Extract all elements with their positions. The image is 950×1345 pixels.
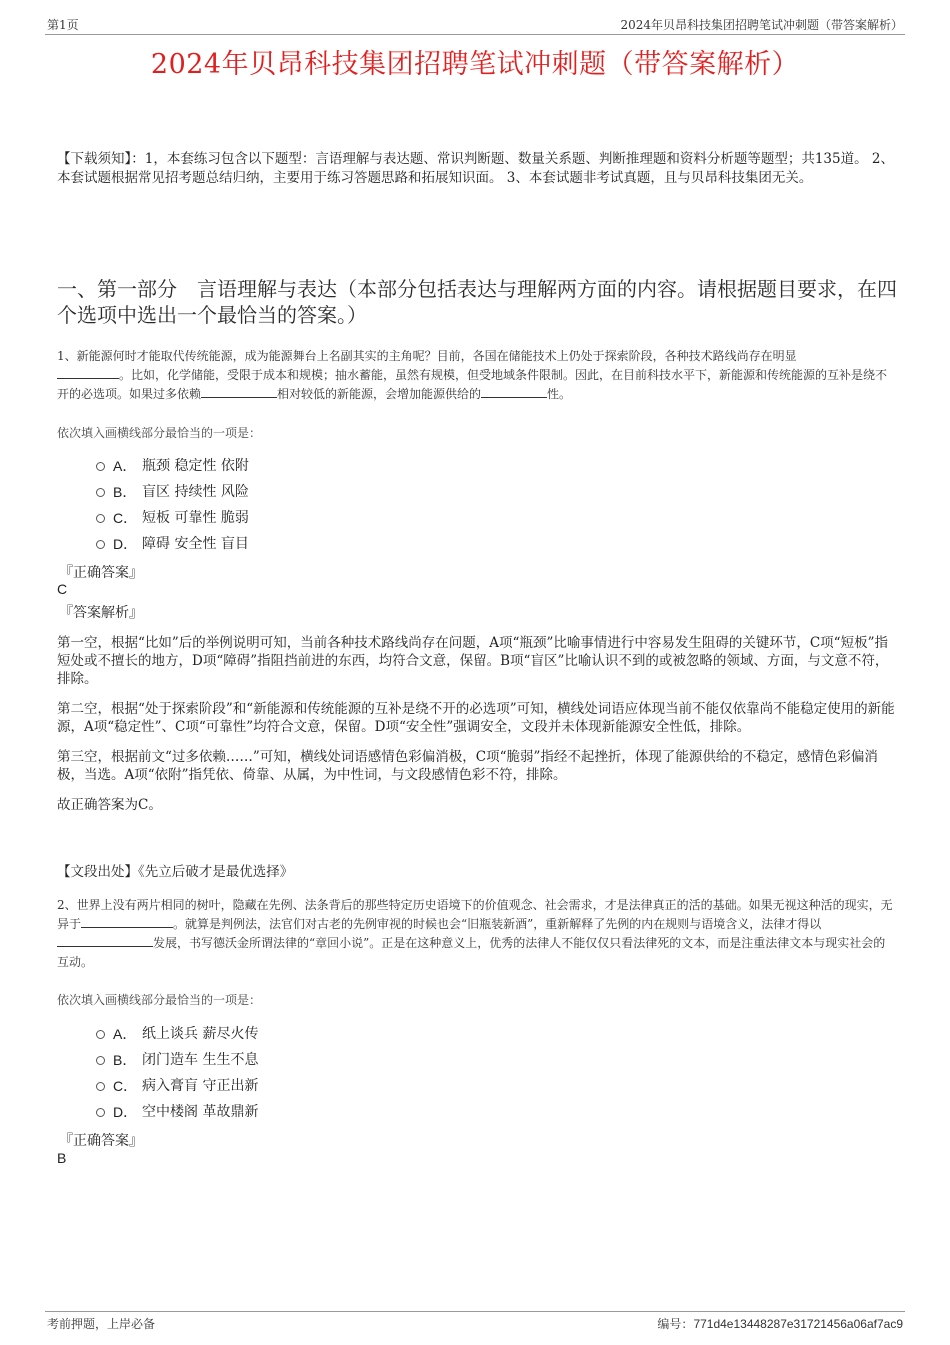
answer-blank [81, 915, 173, 928]
option-d[interactable]: D． 障碍 安全性 盲目 [96, 531, 249, 557]
page-header [45, 14, 905, 35]
analysis-paragraph: 故正确答案为C。 [57, 797, 162, 813]
question-2-text: 2、世界上没有两片相同的树叶，隐藏在先例、法条背后的那些特定历史语境下的价值观念、社会需求，才是法律真正的活的基础。如果无视这种活的现实，无异于 。就算是判例法，法官们对古老的先例审视的时候也会“旧瓶装新酒”，重新解释了先例的内在规则与语境含义，法律才得以发展，书写德沃金所谓法律的“章回小说”。正是在这种意义上，优秀的法律人不能仅仅只看法律死的文本，而是注重法律文本与现实社会的互动。 [57, 898, 893, 969]
answer-blank [481, 385, 547, 398]
radio-icon[interactable] [96, 488, 105, 497]
option-c[interactable]: C． 病入膏肓 守正出新 [96, 1073, 258, 1099]
download-notice: 【下载须知】：1，本套练习包含以下题型：言语理解与表达题、常识判断题、数量关系题、判断推理题和资料分析题等题型；共135道。 2、本套试题根据常见招考题总结归纳，主要用于练习答题思路和拓展知识面。 3、本套试题非考试真题，且与贝昂科技集团无关。 [57, 151, 894, 186]
page-number: 第1页 [47, 18, 79, 32]
question-2-prompt: 依次填入画横线部分最恰当的一项是： [57, 993, 262, 1007]
option-a[interactable]: A． 纸上谈兵 薪尽火传 [96, 1021, 258, 1047]
question-1-options [96, 453, 249, 557]
answer-analysis [57, 634, 899, 826]
radio-icon[interactable] [96, 1108, 105, 1117]
option-a[interactable]: A． 瓶颈 稳定性 依附 [96, 453, 249, 479]
answer-blank [57, 934, 153, 947]
radio-icon[interactable] [96, 514, 105, 523]
analysis-paragraph: 第一空，根据“比如”后的举例说明可知，当前各种技术路线尚存在问题，A项“瓶颈”比喻事情进行中容易发生阻碍的关键环节，C项“短板”指短处或不擅长的地方，D项“障碍”指阻挡前进的东西，均符合文意，保留。B项“盲区”比喻认识不到的或被忽略的领域、方面，与文意不符，排除。 [57, 635, 889, 687]
option-b[interactable]: B． 闭门造车 生生不息 [96, 1047, 258, 1073]
answer-value: C [57, 581, 68, 597]
radio-icon[interactable] [96, 1030, 105, 1039]
analysis-paragraph: 第三空，根据前文“过多依赖……”可知，横线处词语感情色彩偏消极，C项“脆弱”指经不起挫折，体现了能源供给的不稳定，感情色彩偏消极，当选。A项“依附”指凭依、倚靠、从属，为中性词，与文段感情色彩不符，排除。 [57, 749, 878, 783]
passage-source: 【文段出处】《先立后破才是最优选择》 [57, 864, 294, 880]
answer-label: 『正确答案』 [59, 1133, 143, 1149]
analysis-paragraph: 第二空，根据“处于探索阶段”和“新能源和传统能源的互补是绕不开的必选项”可知，横线处词语应体现当前不能仅依靠尚不能稳定使用的新能源，A项“稳定性”、C项“可靠性”均符合文意，保留。D项“安全性”强调安全，文段并未体现新能源安全性低，排除。 [57, 701, 895, 735]
analysis-label: 『答案解析』 [59, 605, 143, 621]
radio-icon[interactable] [96, 462, 105, 471]
answer-value: B [57, 1150, 67, 1166]
answer-blank [201, 385, 277, 398]
radio-icon[interactable] [96, 1056, 105, 1065]
section-heading: 一、第一部分 言语理解与表达（本部分包括表达与理解两方面的内容。请根据题目要求，在四个选项中选出一个最恰当的答案。） [57, 277, 897, 327]
footer-slogan: 考前押题，上岸必备 [47, 1317, 156, 1331]
option-b[interactable]: B． 盲区 持续性 风险 [96, 479, 249, 505]
page-footer [45, 1311, 905, 1332]
radio-icon[interactable] [96, 540, 105, 549]
option-d[interactable]: D． 空中楼阁 革故鼎新 [96, 1099, 258, 1125]
question-1-prompt: 依次填入画横线部分最恰当的一项是： [57, 426, 262, 440]
radio-icon[interactable] [96, 1082, 105, 1091]
answer-blank [57, 366, 119, 379]
page-title: 2024年贝昂科技集团招聘笔试冲刺题（带答案解析） [150, 49, 800, 80]
option-c[interactable]: C． 短板 可靠性 脆弱 [96, 505, 249, 531]
answer-label: 『正确答案』 [59, 565, 143, 581]
question-2-options [96, 1021, 258, 1125]
header-doc-title: 2024年贝昂科技集团招聘笔试冲刺题（带答案解析） [620, 18, 903, 32]
document-code: 编号：771d4e13448287e31721456a06af7ac9 [657, 1317, 903, 1331]
question-1-text: 1、新能源何时才能取代传统能源，成为能源舞台上名副其实的主角呢？目前，各国在储能技术上仍处于探索阶段，各种技术路线尚存在明显 。比如，化学储能，受限于成本和规模；抽水蓄能，虽然有规模，但受地域条件限制。因此，在目前科技水平下，新能源和传统能源的互补是绕不开的必选项。如果过多依赖 相对较低的新能源，会增加能源供给的 性。 [57, 349, 888, 401]
